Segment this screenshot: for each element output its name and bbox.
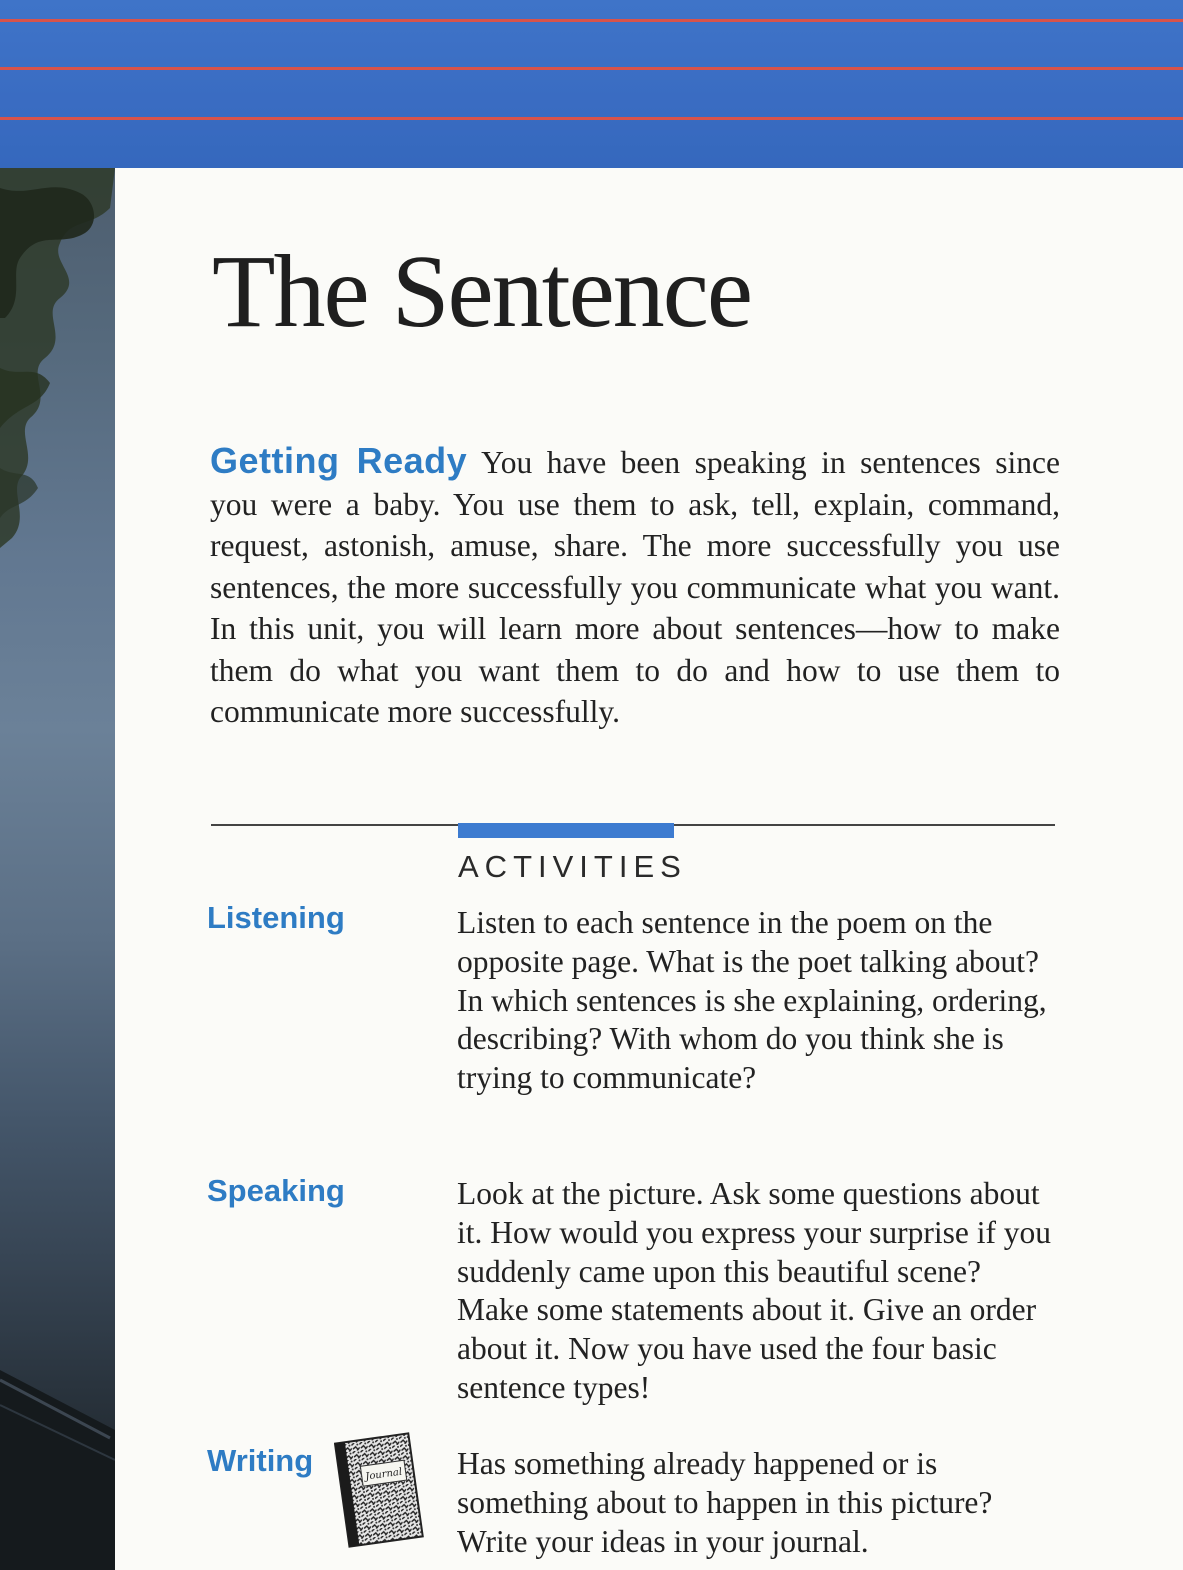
- activities-heading: ACTIVITIES: [458, 849, 687, 884]
- journal-cover-label: Journal: [364, 1466, 403, 1483]
- lakeshore-ground: [0, 1310, 115, 1570]
- header-rule: [0, 67, 1183, 70]
- speaking-label: Speaking: [207, 1173, 345, 1208]
- page-title: The Sentence: [212, 234, 752, 349]
- header-rule: [0, 19, 1183, 22]
- speaking-text: Look at the picture. Ask some questions about it. How would you express your surprise if you suddenly came upon this beautiful scene? Make some statements about it. Give an order about it. Now you have used the four basic sentence types!: [457, 1176, 1052, 1405]
- photo-strip: [0, 168, 115, 1570]
- header-band: [0, 0, 1183, 168]
- listening-label: Listening: [207, 900, 345, 935]
- getting-ready-heading: Getting Ready: [210, 440, 468, 481]
- header-rule: [0, 117, 1183, 120]
- writing-text: Has something already happened or is something about to happen in this picture? Write your ideas in your journal.: [457, 1446, 993, 1559]
- getting-ready-paragraph: [210, 440, 1060, 733]
- divider-accent-bar: [458, 823, 674, 838]
- getting-ready-text: You have been speaking in sentences since you were a baby. You use them to ask, tell, explain, command, request, astonish, amuse, share. The more successfully you use sentences, the more successfully you communicate what you want. In this unit, you will learn more about sentences—how to make them do what you want them to do and how to use them to communicate more successfully.: [210, 445, 1060, 729]
- journal-icon: [334, 1432, 424, 1550]
- listening-text: Listen to each sentence in the poem on the opposite page. What is the poet talking about? In which sentences is she explaining, ordering, describing? With whom do you think she is trying to communicate?: [457, 905, 1047, 1096]
- tree-foliage: [0, 168, 115, 638]
- writing-label: Writing: [207, 1443, 314, 1478]
